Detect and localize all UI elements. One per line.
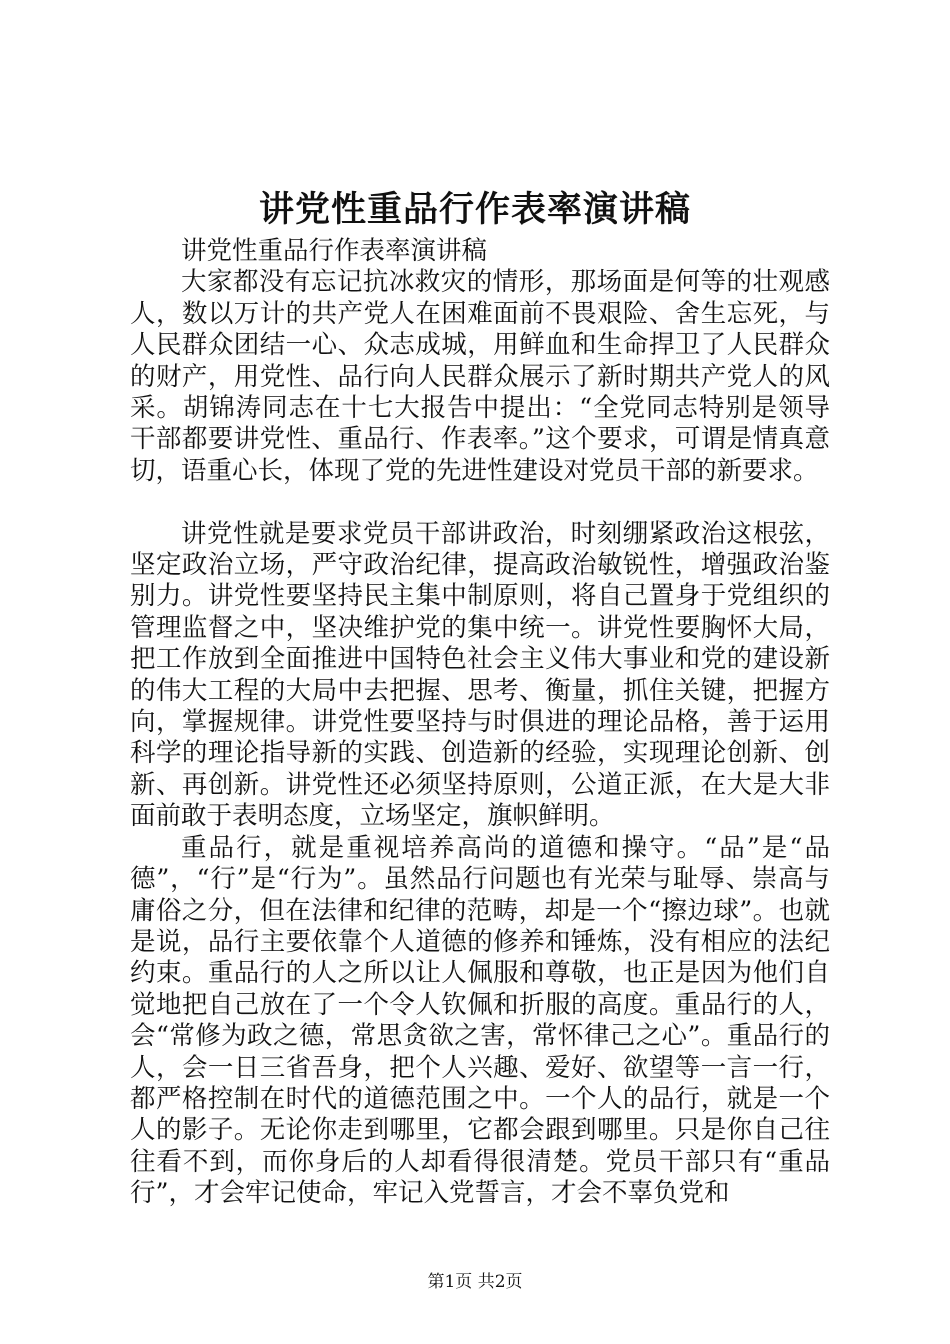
paragraph-gap	[130, 487, 830, 518]
document-subtitle: 讲党性重品行作表率演讲稿	[181, 236, 488, 266]
paragraph-3: 重品行，就是重视培养高尚的道德和操守。“品”是“品德”，“行”是“行为”。虽然品行问题也有光荣与耻辱、崇高与庸俗之分，但在法律和纪律的范畴，却是一个“擦边球”。也就是说，品行主要依靠个人道德的修养和锤炼，没有相应的法纪约束。重品行的人之所以让人佩服和尊敬，也正是因为他们自觉地把自己放在了一个令人钦佩和折服的高度。重品行的人，会“常修为政之德，常思贪欲之害，常怀律己之心”。重品行的人，会一日三省吾身，把个人兴趣、爱好、欲望等一言一行，都严格控制在时代的道德范围之中。一个人的品行，就是一个人的影子。无论你走到哪里，它都会跟到哪里。只是你自己往往看不到，而你身后的人却看得很清楚。党员干部只有“重品行”，才会牢记使命，牢记入党誓言，才会不辜负党和	[130, 832, 830, 1209]
document-body	[130, 236, 830, 1210]
paragraph-2: 讲党性就是要求党员干部讲政治，时刻绷紧政治这根弦，坚定政治立场，严守政治纪律，提高政治敏锐性，增强政治鉴别力。讲党性要坚持民主集中制原则，将自己置身于党组织的管理监督之中，坚决维护党的集中统一。讲党性要胸怀大局，把工作放到全面推进中国特色社会主义伟大事业和党的建设新的伟大工程的大局中去把握、思考、衡量，抓住关键，把握方向，掌握规律。讲党性要坚持与时俱进的理论品格，善于运用科学的理论指导新的实践、创造新的经验，实现理论创新、创新、再创新。讲党性还必须坚持原则，公道正派，在大是大非面前敢于表明态度，立场坚定，旗帜鲜明。	[130, 518, 830, 832]
page-number-footer: 第1页 共2页	[427, 1272, 523, 1292]
document-title: 讲党性重品行作表率演讲稿	[258, 189, 691, 230]
paragraph-1: 大家都没有忘记抗冰救灾的情形，那场面是何等的壮观感人，数以万计的共产党人在困难面前不畏艰险、舍生忘死，与人民群众团结一心、众志成城，用鲜血和生命捍卫了人民群众的财产，用党性、品行向人民群众展示了新时期共产党人的风采。胡锦涛同志在十七大报告中提出：“全党同志特别是领导干部都要讲党性、重品行、作表率。”这个要求，可谓是情真意切，语重心长，体现了党的先进性建设对党员干部的新要求。	[130, 267, 830, 486]
